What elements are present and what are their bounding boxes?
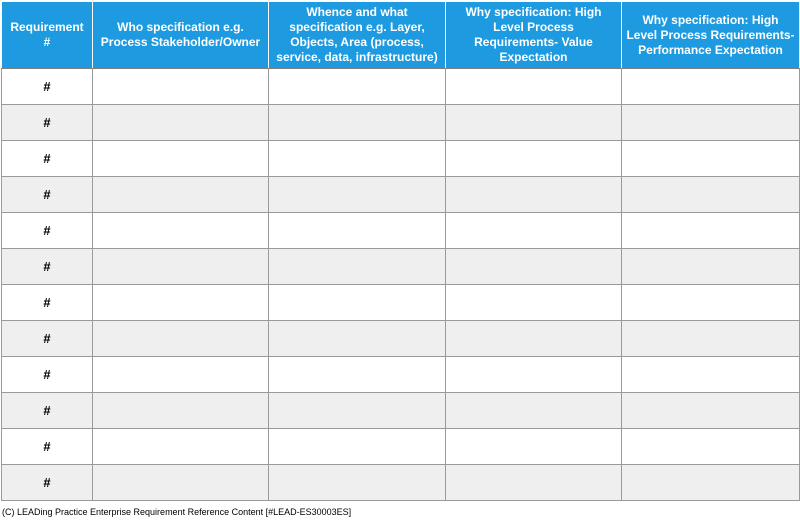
cell-value-expectation bbox=[446, 285, 622, 321]
cell-whence-what bbox=[269, 393, 446, 429]
cell-value-expectation bbox=[446, 321, 622, 357]
cell-who bbox=[93, 429, 269, 465]
cell-who bbox=[93, 141, 269, 177]
header-value-expectation: Why specification: High Level Process Requirements- Value Expectation bbox=[446, 2, 622, 69]
table-row bbox=[2, 249, 800, 285]
cell-value-expectation bbox=[446, 69, 622, 105]
requirements-table bbox=[1, 1, 800, 501]
header-row bbox=[2, 2, 800, 69]
cell-performance-expectation bbox=[622, 249, 800, 285]
cell-performance-expectation bbox=[622, 357, 800, 393]
cell-whence-what bbox=[269, 465, 446, 501]
cell-requirement-number: # bbox=[2, 465, 93, 501]
cell-requirement-number: # bbox=[2, 285, 93, 321]
cell-whence-what bbox=[269, 321, 446, 357]
table-row bbox=[2, 69, 800, 105]
cell-whence-what bbox=[269, 249, 446, 285]
cell-performance-expectation bbox=[622, 429, 800, 465]
cell-requirement-number: # bbox=[2, 249, 93, 285]
cell-whence-what bbox=[269, 105, 446, 141]
cell-performance-expectation bbox=[622, 285, 800, 321]
cell-who bbox=[93, 249, 269, 285]
cell-requirement-number: # bbox=[2, 141, 93, 177]
cell-performance-expectation bbox=[622, 105, 800, 141]
table-row bbox=[2, 357, 800, 393]
cell-whence-what bbox=[269, 69, 446, 105]
cell-requirement-number: # bbox=[2, 177, 93, 213]
header-who-specification: Who specification e.g. Process Stakeholder/Owner bbox=[93, 2, 269, 69]
cell-who bbox=[93, 357, 269, 393]
cell-value-expectation bbox=[446, 249, 622, 285]
cell-value-expectation bbox=[446, 213, 622, 249]
cell-whence-what bbox=[269, 429, 446, 465]
cell-who bbox=[93, 321, 269, 357]
cell-value-expectation bbox=[446, 357, 622, 393]
table-body bbox=[2, 69, 800, 501]
table-row bbox=[2, 285, 800, 321]
header-requirement-number: Requirement # bbox=[2, 2, 93, 69]
cell-performance-expectation bbox=[622, 213, 800, 249]
cell-whence-what bbox=[269, 357, 446, 393]
cell-who bbox=[93, 69, 269, 105]
cell-requirement-number: # bbox=[2, 357, 93, 393]
table-row bbox=[2, 177, 800, 213]
cell-value-expectation bbox=[446, 393, 622, 429]
cell-performance-expectation bbox=[622, 465, 800, 501]
cell-requirement-number: # bbox=[2, 429, 93, 465]
cell-whence-what bbox=[269, 285, 446, 321]
cell-who bbox=[93, 105, 269, 141]
cell-requirement-number: # bbox=[2, 69, 93, 105]
cell-requirement-number: # bbox=[2, 105, 93, 141]
cell-performance-expectation bbox=[622, 393, 800, 429]
cell-who bbox=[93, 285, 269, 321]
table-row bbox=[2, 141, 800, 177]
footer-copyright: (C) LEADing Practice Enterprise Requirement Reference Content [#LEAD-ES30003ES] bbox=[2, 507, 352, 517]
table-row bbox=[2, 429, 800, 465]
cell-performance-expectation bbox=[622, 177, 800, 213]
cell-whence-what bbox=[269, 141, 446, 177]
cell-who bbox=[93, 177, 269, 213]
table-row bbox=[2, 465, 800, 501]
table-row bbox=[2, 213, 800, 249]
table-row bbox=[2, 321, 800, 357]
cell-value-expectation bbox=[446, 141, 622, 177]
header-performance-expectation: Why specification: High Level Process Requirements- Performance Expectation bbox=[622, 2, 800, 69]
cell-whence-what bbox=[269, 213, 446, 249]
cell-whence-what bbox=[269, 177, 446, 213]
cell-value-expectation bbox=[446, 177, 622, 213]
cell-performance-expectation bbox=[622, 321, 800, 357]
cell-requirement-number: # bbox=[2, 321, 93, 357]
cell-value-expectation bbox=[446, 105, 622, 141]
cell-who bbox=[93, 393, 269, 429]
cell-requirement-number: # bbox=[2, 213, 93, 249]
table-row bbox=[2, 393, 800, 429]
cell-performance-expectation bbox=[622, 69, 800, 105]
cell-value-expectation bbox=[446, 465, 622, 501]
header-whence-what-specification: Whence and what specification e.g. Layer, Objects, Area (process, service, data, infrastructure) bbox=[269, 2, 446, 69]
cell-requirement-number: # bbox=[2, 393, 93, 429]
table-row bbox=[2, 105, 800, 141]
cell-performance-expectation bbox=[622, 141, 800, 177]
cell-who bbox=[93, 213, 269, 249]
cell-value-expectation bbox=[446, 429, 622, 465]
cell-who bbox=[93, 465, 269, 501]
